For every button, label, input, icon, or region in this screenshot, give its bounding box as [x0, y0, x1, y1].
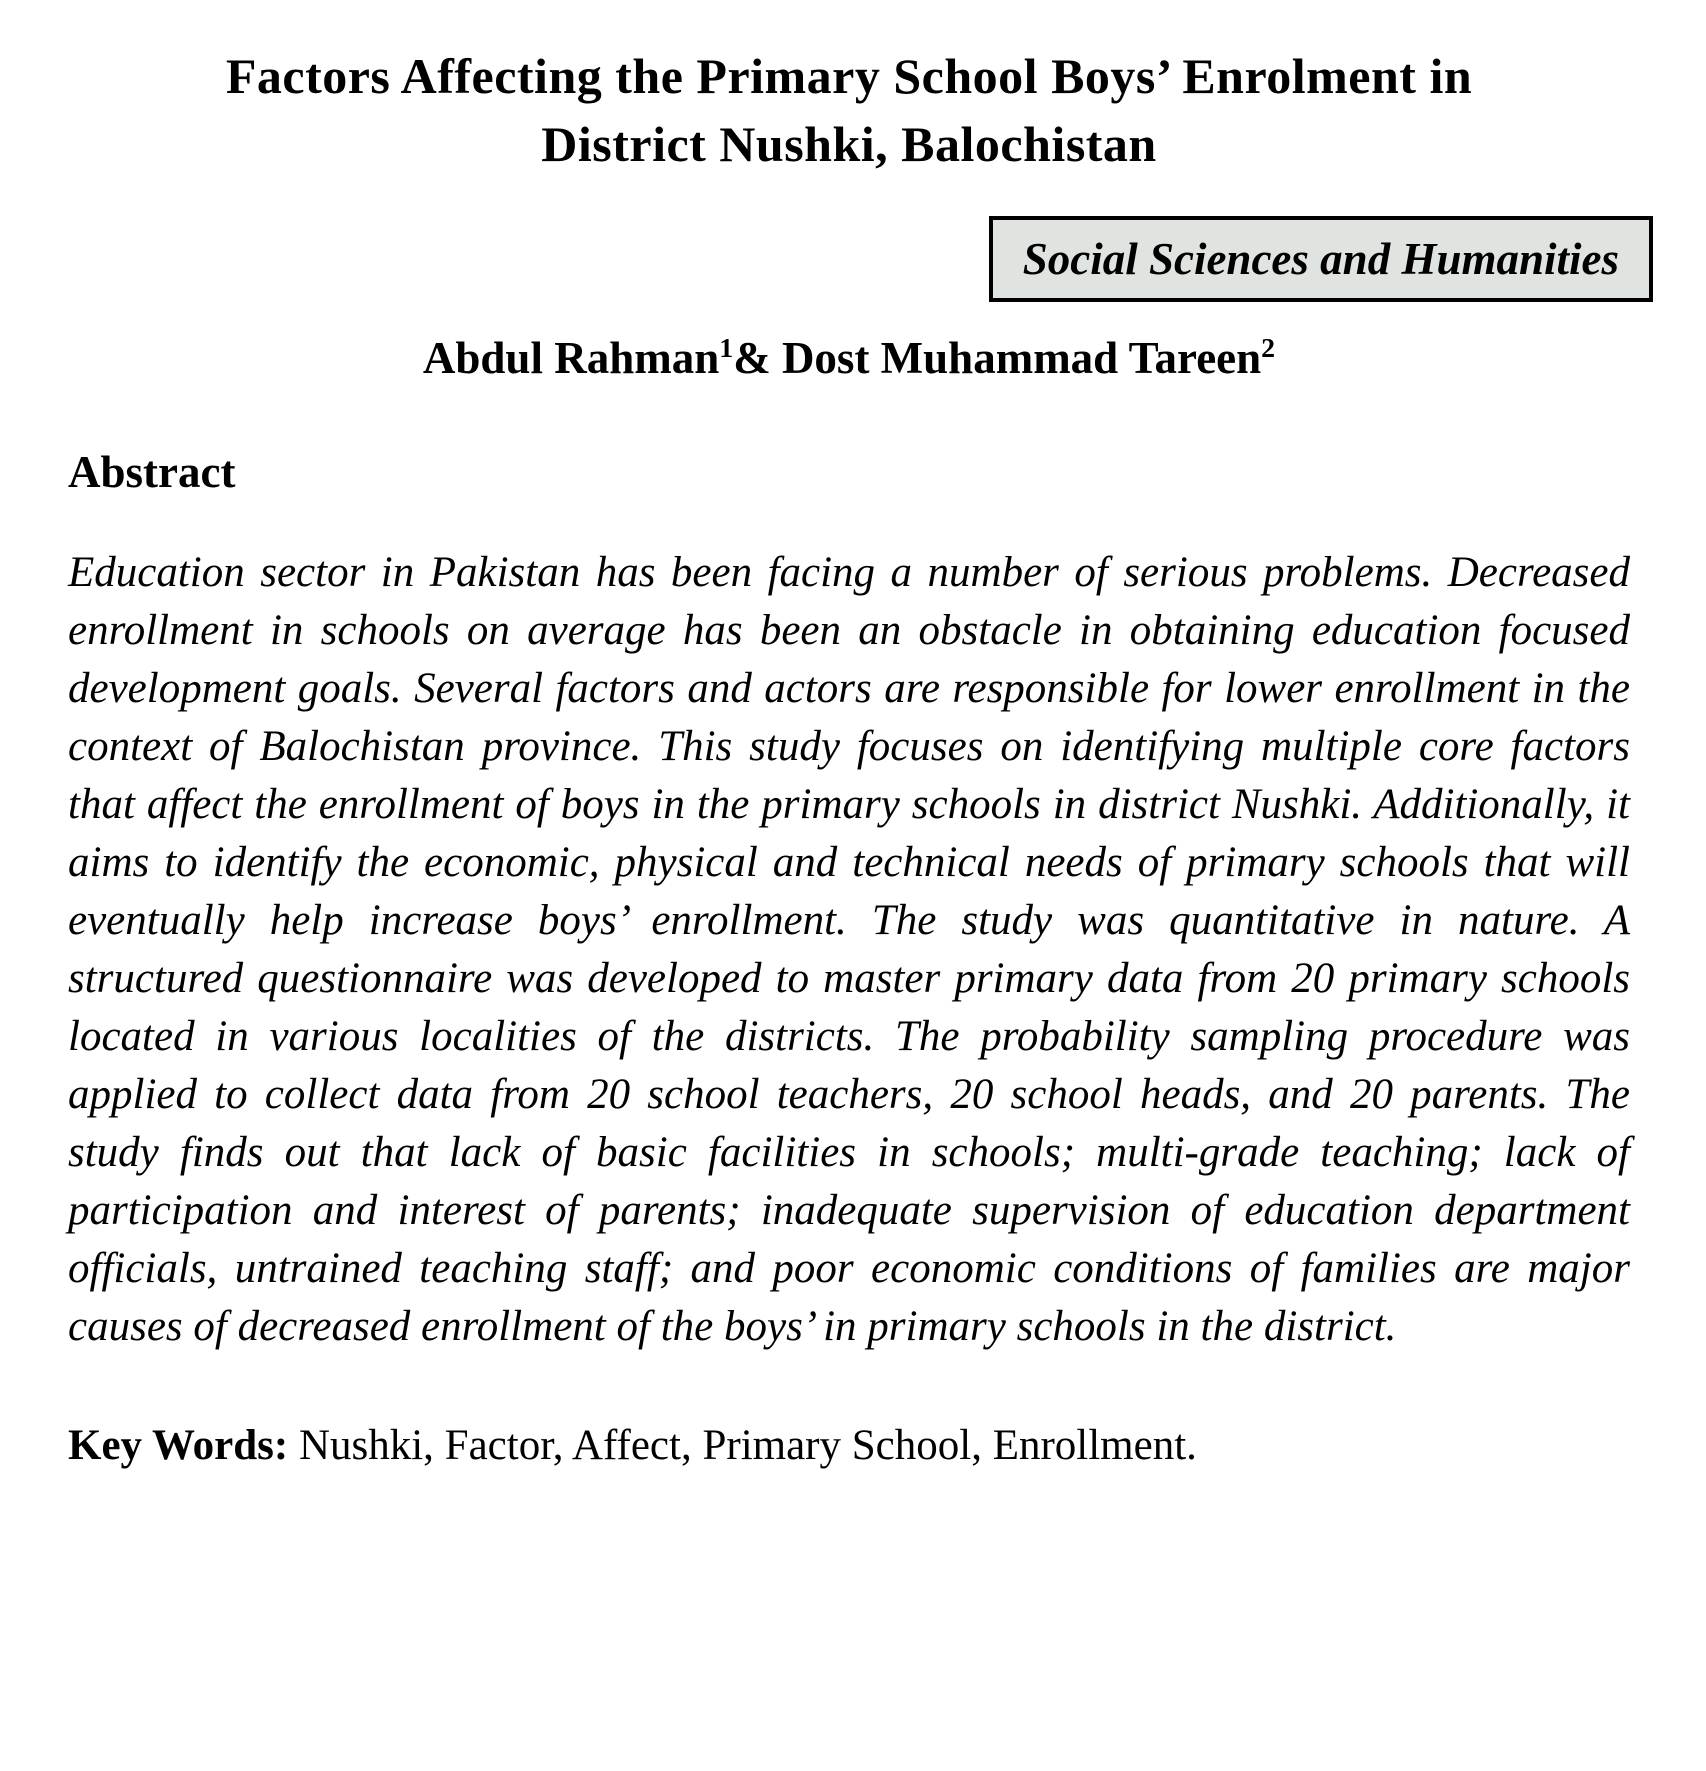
paper-page [0, 42, 1706, 1771]
author-1-affiliation-superscript: 1 [719, 333, 734, 364]
keywords-line [68, 1418, 1630, 1474]
keywords-text: Nushki, Factor, Affect, Primary School, Enrollment. [288, 1422, 1197, 1469]
paper-title [68, 42, 1630, 178]
category-badge: Social Sciences and Humanities [989, 216, 1653, 302]
keywords-label: Key Words: [68, 1422, 289, 1469]
authors-line [68, 328, 1630, 388]
paper-title-line1: Factors Affecting the Primary School Boys’ Enrolment in [225, 48, 1473, 104]
author-1-name: Abdul Rahman [422, 333, 720, 383]
author-2-affiliation-superscript: 2 [1261, 333, 1276, 364]
abstract-text: Education sector in Pakistan has been facing a number of serious problems. Decreased enrollment in schools on average has been an obstacle in obtaining education focused development goals. Several factors and actors are responsible for lower enrollment in the context of Balochistan province. This study focuses on identifying multiple core factors that affect the enrollment of boys in the primary schools in district Nushki. Additionally, it aims to identify the economic, physical and technical needs of primary schools that will eventually help increase boys’ enrollment. The study was quantitative in nature. A structured questionnaire was developed to master primary data from 20 primary schools located in various localities of the districts. The probability sampling procedure was applied to collect data from 20 school teachers, 20 school heads, and 20 parents. The study finds out that lack of basic facilities in schools; multi-grade teaching; lack of participation and interest of parents; inadequate supervision of education department officials, untrained teaching staff; and poor economic conditions of families are major causes of decreased enrollment of the boys’ in primary schools in the district. [68, 549, 1630, 1350]
paper-title-line2: District Nushki, Balochistan [541, 116, 1157, 172]
abstract-heading: Abstract [68, 447, 236, 497]
category-row [68, 216, 1653, 302]
author-2-name: & Dost Muhammad Tareen [733, 333, 1262, 383]
